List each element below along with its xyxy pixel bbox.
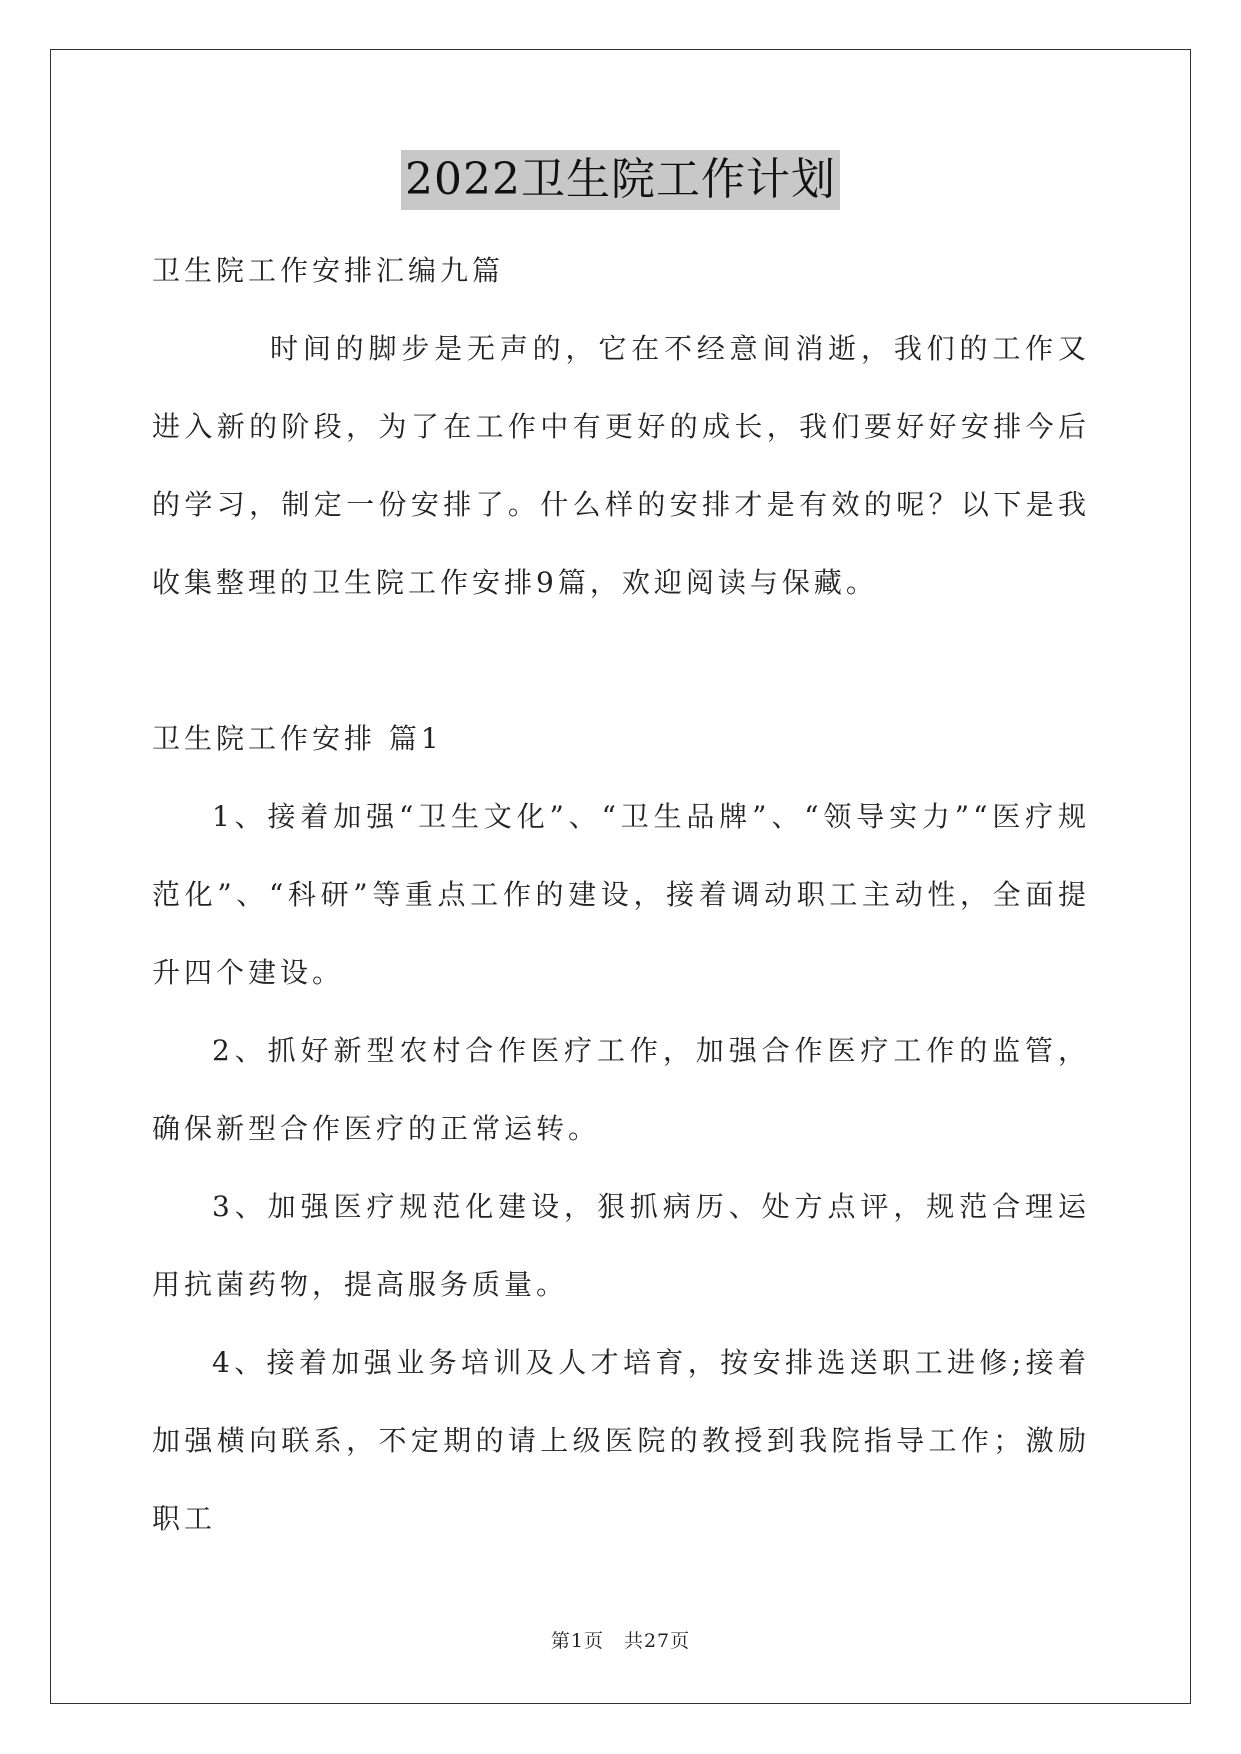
section-spacer <box>152 622 1090 700</box>
body-paragraph-3: 3、加强医疗规范化建设，狠抓病历、处方点评，规范合理运用抗菌药物，提高服务质量。 <box>152 1190 1090 1301</box>
document-body <box>152 232 1090 1558</box>
document-title: 2022卫生院工作计划 <box>401 150 840 210</box>
intro-paragraph: 时间的脚步是无声的，它在不经意间消逝，我们的工作又进入新的阶段，为了在工作中有更好的成长，我们要好好安排今后的学习，制定一份安排了。什么样的安排才是有效的呢？以下是我收集整理的卫生院工作安排9篇，欢迎阅读与保藏。 <box>152 332 1090 599</box>
section-heading: 卫生院工作安排 篇1 <box>152 722 443 755</box>
title-container <box>0 150 1241 210</box>
body-paragraph-2: 2、抓好新型农村合作医疗工作，加强合作医疗工作的监管，确保新型合作医疗的正常运转。 <box>152 1034 1090 1145</box>
page-number: 第1页 <box>550 1630 604 1652</box>
page-total: 共27页 <box>623 1630 691 1652</box>
body-paragraph-4: 4、接着加强业务培训及人才培育，按安排选送职工进修;接着加强横向联系，不定期的请上级医院的教授到我院指导工作；激励职工 <box>152 1346 1090 1535</box>
page-footer <box>0 1626 1241 1653</box>
body-paragraph-1: 1、接着加强“卫生文化”、“卫生品牌”、“领导实力”“医疗规范化”、“科研”等重点工作的建设，接着调动职工主动性，全面提升四个建设。 <box>152 800 1090 989</box>
document-subtitle: 卫生院工作安排汇编九篇 <box>152 254 505 287</box>
